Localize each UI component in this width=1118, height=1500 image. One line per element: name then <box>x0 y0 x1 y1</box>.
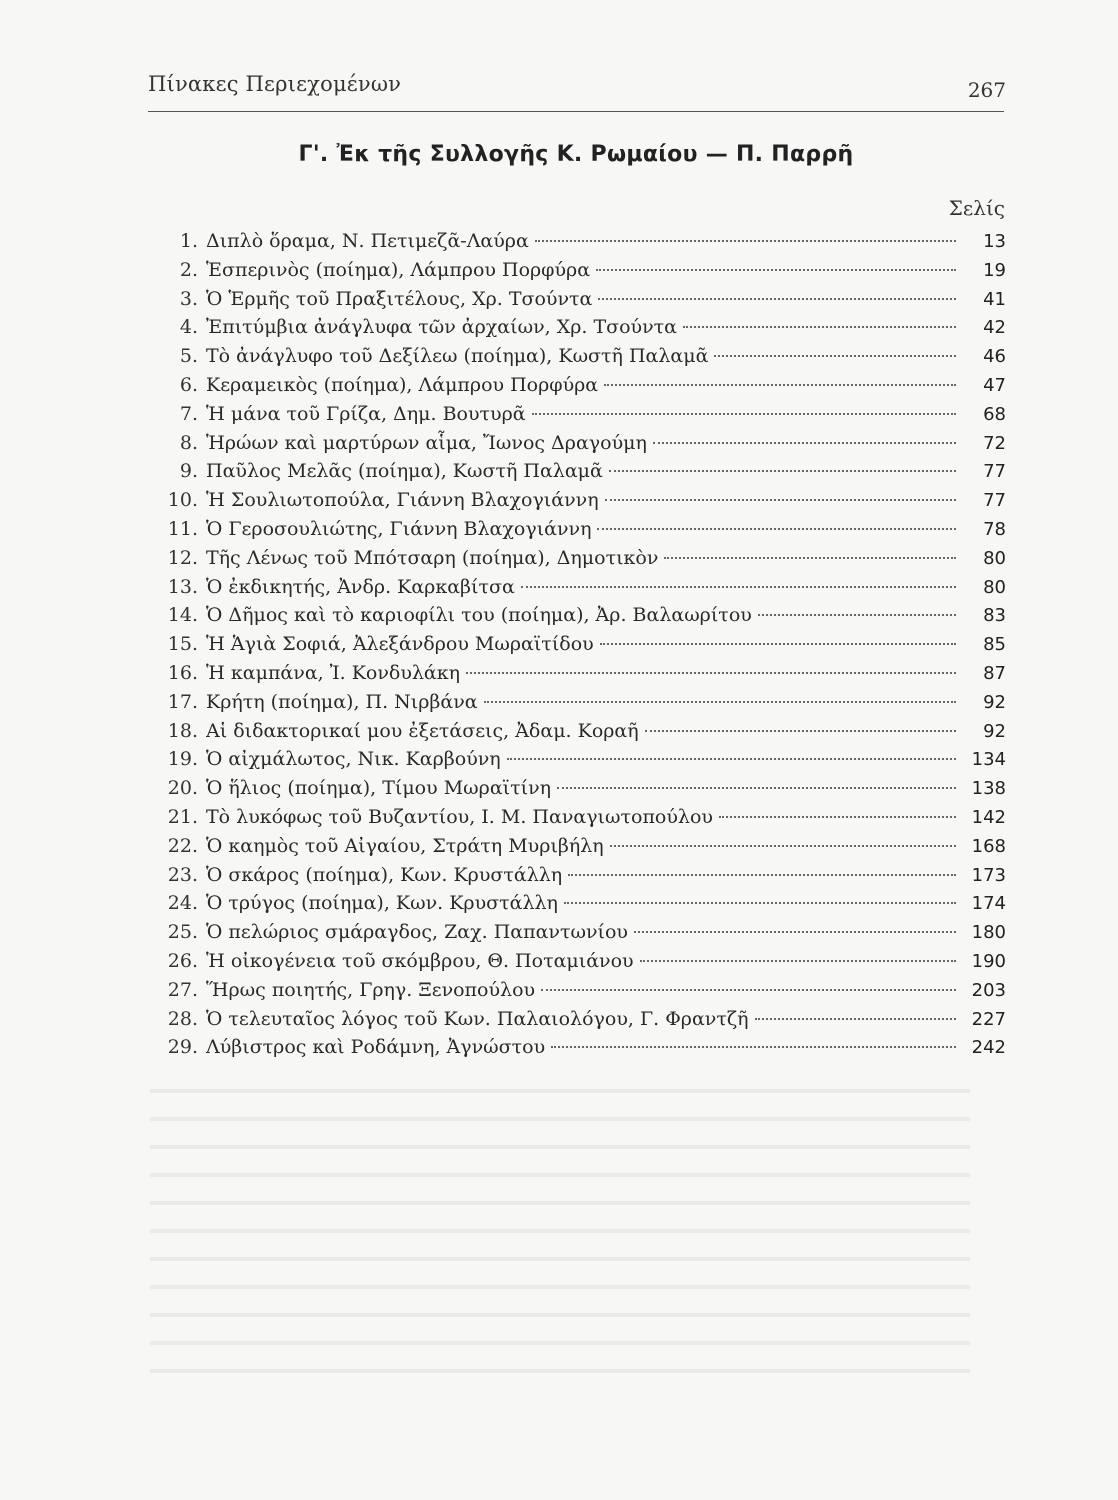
toc-entry-title: Ὁ τελευταῖος λόγος τοῦ Κων. Παλαιολόγου, Γ. Φραντζῆ <box>206 1007 749 1030</box>
dot-leader <box>551 1046 956 1048</box>
toc-entry-page: 78 <box>983 518 1006 540</box>
running-head <box>148 68 1006 104</box>
toc-entry-title: Αἱ διδακτορικαί μου ἐξετάσεις, Ἀδαμ. Κοραῆ <box>206 719 639 742</box>
dot-leader <box>645 730 956 732</box>
toc-entry-page: 92 <box>983 720 1006 742</box>
toc-entry-page: 242 <box>971 1037 1006 1059</box>
toc-entry-number: 18. <box>167 719 198 742</box>
toc-entry-number: 26. <box>167 949 198 972</box>
toc-entry-page: 68 <box>983 403 1006 425</box>
toc-entry-number: 22. <box>167 834 198 857</box>
toc-entry-page: 13 <box>983 231 1006 252</box>
toc-entry-page: 85 <box>983 634 1006 656</box>
section-title: Γ'. Ἐκ τῆς Συλλογῆς Κ. Ρωμαίου — Π. Παρρῆ <box>298 142 854 167</box>
toc-entry <box>160 832 1006 861</box>
toc-entry <box>160 1005 1006 1034</box>
toc-entry-title: Παῦλος Μελᾶς (ποίημα), Κωστῆ Παλαμᾶ <box>206 460 603 483</box>
toc-entry-title: Ὁ Δῆμος καὶ τὸ καριοφίλι του (ποίημα), Ἀρ. Βαλαωρίτου <box>206 604 752 627</box>
dot-leader <box>568 874 956 876</box>
toc-entry-page: 173 <box>971 864 1006 886</box>
toc-entry-title: Ὁ σκάρος (ποίημα), Κων. Κρυστάλλη <box>206 863 563 886</box>
dot-leader <box>634 931 956 933</box>
toc-entry-page: 92 <box>983 691 1006 713</box>
dot-leader <box>653 442 956 444</box>
toc-entry <box>160 342 1006 371</box>
dot-leader <box>610 845 956 847</box>
toc-entry <box>160 371 1006 400</box>
dot-leader <box>604 384 956 386</box>
toc-entry-title: Ἑσπερινὸς (ποίημα), Λάμπρου Πορφύρα <box>206 258 591 281</box>
toc-entry-number: 23. <box>167 863 198 886</box>
toc-entry-page: 42 <box>983 317 1006 339</box>
toc-entry-number: 21. <box>167 805 198 828</box>
toc-entry <box>160 285 1006 314</box>
toc-entry-title: Τὸ ἀνάγλυφο τοῦ Δεξίλεω (ποίημα), Κωστῆ Παλαμᾶ <box>206 345 709 368</box>
toc-entry-number: 10. <box>167 489 198 512</box>
table-of-contents <box>160 227 1006 1062</box>
toc-entry <box>160 947 1006 976</box>
dot-leader <box>535 240 956 242</box>
toc-entry-page: 142 <box>971 806 1006 828</box>
toc-entry-page: 77 <box>983 461 1006 483</box>
toc-entry-title: Ὁ αἰχμάλωτος, Νικ. Καρβούνη <box>206 748 501 771</box>
toc-entry-number: 17. <box>167 690 198 713</box>
toc-entry-page: 77 <box>983 490 1006 512</box>
toc-entry <box>160 688 1006 717</box>
dot-leader <box>605 499 956 501</box>
toc-entry-number: 12. <box>167 546 198 569</box>
toc-entry-number: 25. <box>167 921 198 944</box>
toc-entry-title: Τῆς Λένως τοῦ Μπότσαρη (ποίημα), Δημοτικὸν <box>206 546 659 569</box>
toc-entry-title: Λύβιστρος καὶ Ροδάμνη, Ἀγνώστου <box>206 1036 546 1059</box>
toc-entry-page: 41 <box>983 288 1006 310</box>
toc-entry <box>160 457 1006 486</box>
toc-entry <box>160 659 1006 688</box>
dot-leader <box>598 298 956 300</box>
toc-entry-title: Κεραμεικὸς (ποίημα), Λάμπρου Πορφύρα <box>206 373 599 396</box>
dot-leader <box>466 672 956 674</box>
dot-leader <box>758 614 956 616</box>
toc-entry-number: 16. <box>167 661 198 684</box>
header-rule <box>148 111 1004 112</box>
toc-entry-page: 138 <box>971 778 1006 800</box>
toc-entry-number: 5. <box>179 345 198 368</box>
toc-entry-number: 29. <box>167 1036 198 1059</box>
toc-entry-title: Ἡ καμπάνα, Ἰ. Κονδυλάκη <box>206 661 461 684</box>
toc-entry <box>160 803 1006 832</box>
bleed-through-shadow <box>150 1075 970 1395</box>
toc-entry-title: Ἡρώων καὶ μαρτύρων αἷμα, Ἴωνος Δραγούμη <box>206 431 647 454</box>
toc-entry <box>160 573 1006 602</box>
toc-entry-number: 1. <box>179 230 198 252</box>
dot-leader <box>532 413 956 415</box>
dot-leader <box>714 355 956 357</box>
dot-leader <box>664 557 956 559</box>
toc-entry-number: 27. <box>167 978 198 1001</box>
toc-entry-number: 19. <box>167 748 198 771</box>
toc-entry <box>160 515 1006 544</box>
toc-entry <box>160 400 1006 429</box>
toc-entry-page: 19 <box>983 259 1006 281</box>
toc-entry-title: Διπλὸ ὅραμα, Ν. Πετιμεζᾶ-Λαύρα <box>206 230 529 252</box>
toc-entry <box>160 429 1006 458</box>
toc-entry-number: 6. <box>179 373 198 396</box>
toc-entry-number: 3. <box>179 287 198 310</box>
dot-leader <box>484 701 956 703</box>
dot-leader <box>564 902 956 904</box>
toc-entry-number: 11. <box>167 517 198 540</box>
toc-entry-page: 47 <box>983 374 1006 396</box>
toc-entry-title: Ἐπιτύμβια ἀνάγλυφα τῶν ἀρχαίων, Χρ. Τσούντα <box>206 316 678 339</box>
toc-entry-number: 24. <box>167 892 198 915</box>
toc-entry <box>160 256 1006 285</box>
toc-entry-title: Ἥρως ποιητής, Γρηγ. Ξενοπούλου <box>206 978 536 1001</box>
toc-entry-number: 20. <box>167 777 198 800</box>
dot-leader <box>600 643 956 645</box>
toc-entry-number: 15. <box>167 633 198 656</box>
toc-entry-page: 190 <box>971 950 1006 972</box>
toc-entry <box>160 630 1006 659</box>
toc-entry-number: 8. <box>179 431 198 454</box>
toc-entry <box>160 745 1006 774</box>
toc-entry-title: Ἡ Σουλιωτοπούλα, Γιάννη Βλαχογιάννη <box>206 489 599 512</box>
toc-entry-page: 80 <box>983 576 1006 598</box>
dot-leader <box>640 960 956 962</box>
toc-entry <box>160 486 1006 515</box>
toc-entry-page: 134 <box>971 749 1006 771</box>
toc-entry-title: Ὁ πελώριος σμάραγδος, Ζαχ. Παπαντωνίου <box>206 921 628 944</box>
toc-entry-number: 13. <box>167 575 198 598</box>
toc-entry <box>160 861 1006 890</box>
toc-entry <box>160 601 1006 630</box>
toc-entry-number: 7. <box>179 402 198 425</box>
toc-entry-title: Ἡ Ἁγιὰ Σοφιά, Ἀλεξάνδρου Μωραϊτίδου <box>206 633 594 656</box>
dot-leader <box>683 326 956 328</box>
toc-entry-number: 9. <box>179 460 198 483</box>
dot-leader <box>609 470 956 472</box>
toc-entry <box>160 227 1006 256</box>
toc-entry-number: 14. <box>167 604 198 627</box>
toc-entry-page: 168 <box>971 835 1006 857</box>
toc-entry <box>160 976 1006 1005</box>
toc-entry-page: 227 <box>971 1008 1006 1030</box>
toc-entry-title: Ὁ Γεροσουλιώτης, Γιάννη Βλαχογιάννη <box>206 517 592 540</box>
toc-entry-page: 180 <box>971 922 1006 944</box>
page-number: 267 <box>967 78 1006 102</box>
toc-entry <box>160 544 1006 573</box>
toc-entry-page: 174 <box>971 893 1006 915</box>
dot-leader <box>755 1018 956 1020</box>
toc-entry-title: Ὁ ἥλιος (ποίημα), Τίμου Μωραϊτίνη <box>206 777 551 800</box>
toc-entry-title: Τὸ λυκόφως τοῦ Βυζαντίου, Ι. Μ. Παναγιωτοπούλου <box>206 805 713 828</box>
dot-leader <box>596 269 956 271</box>
dot-leader <box>557 787 956 789</box>
dot-leader <box>521 586 956 588</box>
toc-entry-page: 87 <box>983 662 1006 684</box>
toc-entry <box>160 1033 1006 1062</box>
toc-entry-page: 80 <box>983 547 1006 569</box>
toc-entry-title: Κρήτη (ποίημα), Π. Νιρβάνα <box>206 690 478 713</box>
toc-entry-title: Ὁ ἐκδικητής, Ἀνδρ. Καρκαβίτσα <box>206 575 515 598</box>
toc-entry-page: 72 <box>983 432 1006 454</box>
page-column-label: Σελίς <box>948 196 1005 220</box>
toc-entry-title: Ὁ καημὸς τοῦ Αἰγαίου, Στράτη Μυριβήλη <box>206 834 604 857</box>
dot-leader <box>507 758 956 760</box>
toc-entry-title: Ἡ μάνα τοῦ Γρίζα, Δημ. Βουτυρᾶ <box>206 402 526 425</box>
toc-entry-number: 2. <box>179 258 198 281</box>
dot-leader <box>597 528 956 530</box>
toc-entry-title: Ἡ οἰκογένεια τοῦ σκόμβρου, Θ. Ποταμιάνου <box>206 949 634 972</box>
toc-entry-title: Ὁ Ἑρμῆς τοῦ Πραξιτέλους, Χρ. Τσούντα <box>206 287 593 310</box>
toc-entry-number: 4. <box>179 316 198 339</box>
toc-entry-page: 203 <box>971 979 1006 1001</box>
dot-leader <box>541 989 956 991</box>
toc-entry-page: 46 <box>983 346 1006 368</box>
toc-entry <box>160 918 1006 947</box>
toc-entry <box>160 313 1006 342</box>
dot-leader <box>719 816 956 818</box>
toc-entry <box>160 889 1006 918</box>
toc-entry <box>160 774 1006 803</box>
running-title: Πίνακες Περιεχομένων <box>148 72 402 96</box>
toc-entry-page: 83 <box>983 605 1006 627</box>
toc-entry <box>160 717 1006 746</box>
toc-entry-number: 28. <box>167 1007 198 1030</box>
toc-entry-title: Ὁ τρύγος (ποίημα), Κων. Κρυστάλλη <box>206 892 558 915</box>
